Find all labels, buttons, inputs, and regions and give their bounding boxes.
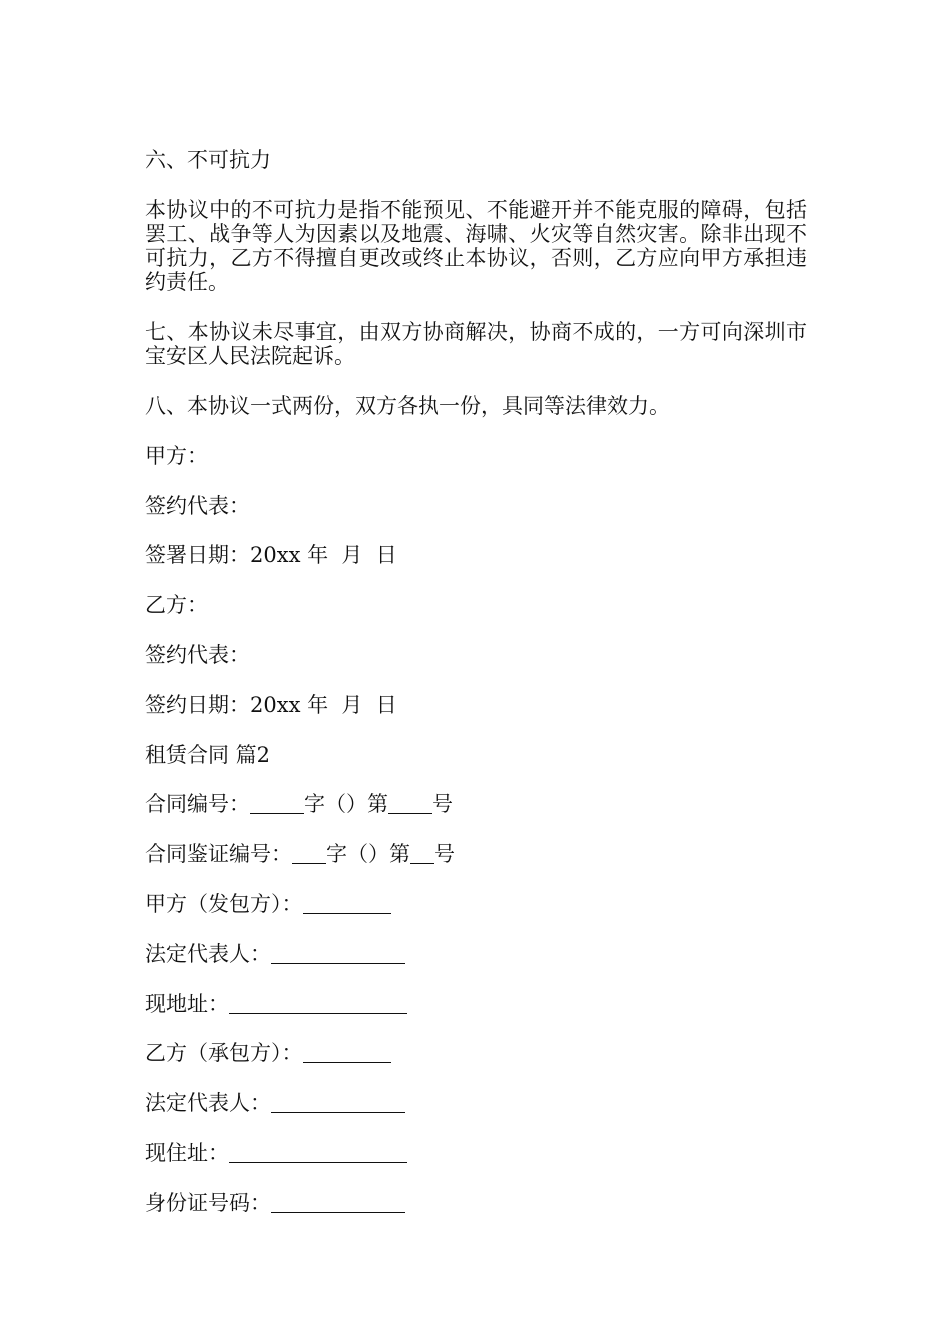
- section-7: 七、本协议未尽事宜，由双方协商解决，协商不成的，一方可向深圳市宝安区人民法院起诉。: [145, 320, 807, 368]
- section-8: 八、本协议一式两份，双方各执一份，具同等法律效力。: [145, 394, 670, 418]
- party-a-address-row: [145, 992, 807, 1042]
- contract-number-blank-1: [250, 793, 304, 814]
- party-a-legal-rep-label: 法定代表人：: [145, 941, 271, 966]
- party-b-address-row: [145, 1141, 807, 1191]
- party-a-label: 甲方：: [145, 443, 208, 468]
- contract-verify-row: [145, 842, 807, 892]
- party-a-sign-date: 签署日期：20xx 年 月 日: [145, 543, 397, 568]
- party-a-employer-blank: [303, 893, 391, 914]
- party-b-legal-rep-blank: [271, 1092, 405, 1113]
- party-b-contractor-label: 乙方（承包方）：: [145, 1041, 303, 1066]
- party-b-representative: 签约代表：: [145, 642, 250, 667]
- party-a-employer-label: 甲方（发包方）：: [145, 891, 303, 916]
- id-number-row: [145, 1191, 807, 1241]
- contract-number-end: 号: [432, 792, 453, 817]
- party-b-legal-rep-label: 法定代表人：: [145, 1091, 271, 1116]
- section-6-body: 本协议中的不可抗力是指不能预见、不能避开并不能克服的障碍，包括罢工、战争等人为因素以及地震、海啸、火灾等自然灾害。除非出现不可抗力，乙方不得擅自更改或终止本协议，否则，乙方应向甲方承担违约责任。: [145, 198, 807, 294]
- contract-number-blank-2: [388, 793, 432, 814]
- contract-verify-blank-2: [410, 843, 434, 864]
- party-b-legal-rep-row: [145, 1091, 807, 1141]
- party-a-legal-rep-row: [145, 942, 807, 992]
- contract-verify-end: 号: [434, 842, 455, 867]
- party-a-employer-row: [145, 892, 807, 942]
- party-b-address-blank: [229, 1142, 407, 1163]
- contract-number-label: 合同编号：: [145, 792, 250, 817]
- party-a-address-blank: [229, 993, 407, 1014]
- id-number-blank: [271, 1192, 405, 1213]
- party-b-contractor-row: [145, 1041, 807, 1091]
- contract-number-mid: 字（）第: [304, 792, 388, 817]
- party-a-representative: 签约代表：: [145, 493, 250, 518]
- id-number-label: 身份证号码：: [145, 1190, 271, 1215]
- contract-verify-mid: 字（）第: [326, 842, 410, 867]
- contract-verify-blank-1: [292, 843, 326, 864]
- document-page: [145, 148, 807, 1241]
- party-b-sign-date: 签约日期：20xx 年 月 日: [145, 692, 397, 717]
- party-b-label: 乙方：: [145, 593, 208, 618]
- contract-number-row: [145, 792, 807, 842]
- contract-verify-label: 合同鉴证编号：: [145, 842, 292, 867]
- party-a-legal-rep-blank: [271, 943, 405, 964]
- contract-2-title: 租赁合同 篇2: [145, 742, 271, 767]
- party-a-address-label: 现地址：: [145, 991, 229, 1016]
- party-b-address-label: 现住址：: [145, 1140, 229, 1165]
- party-b-contractor-blank: [303, 1042, 391, 1063]
- section-6-heading: 六、不可抗力: [145, 148, 271, 172]
